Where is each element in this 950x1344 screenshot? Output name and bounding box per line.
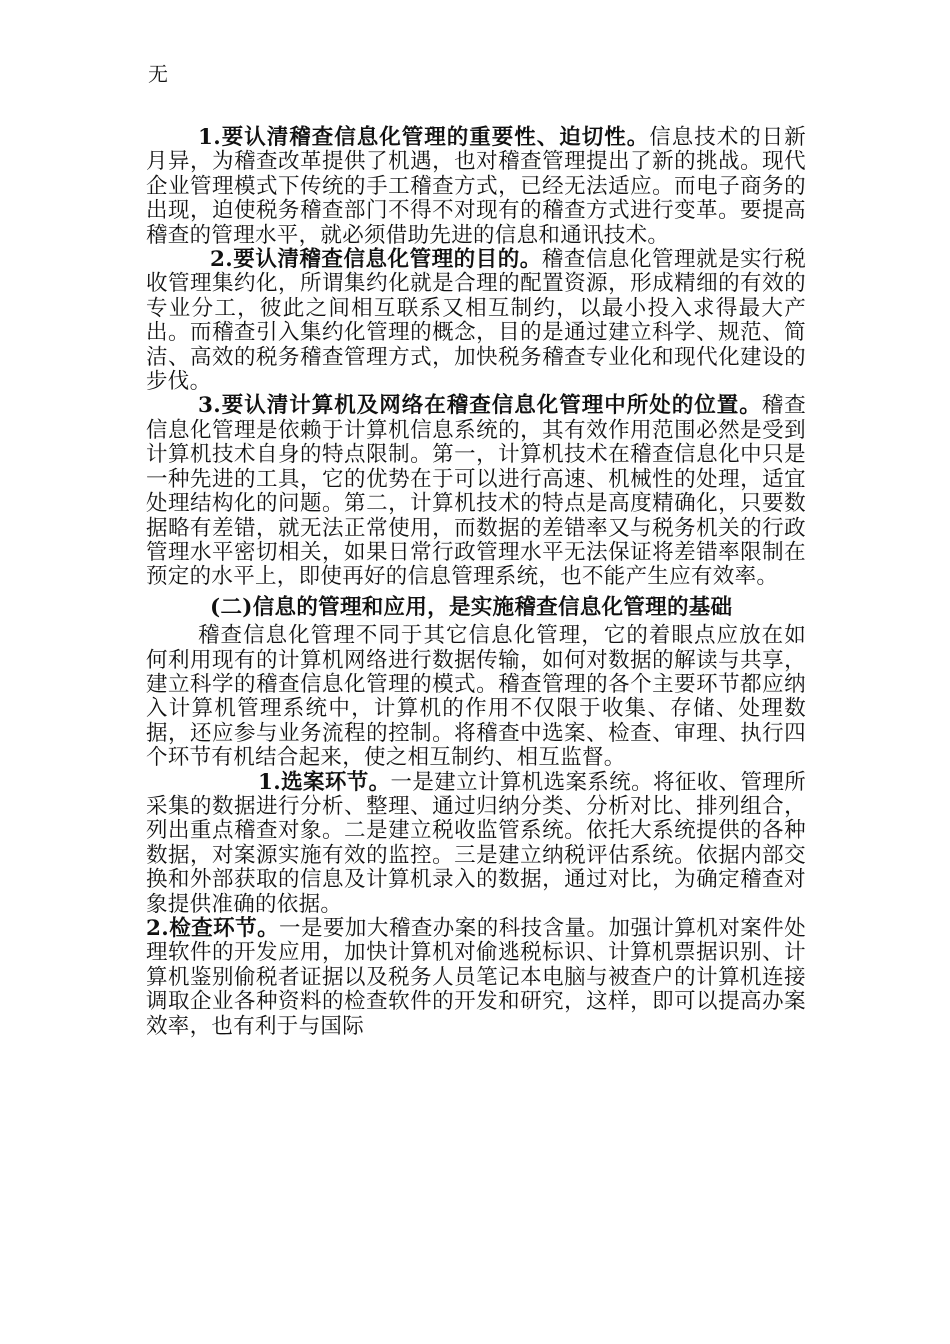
section-item-2-heading: 2.检查环节。 bbox=[146, 916, 280, 941]
section-item-1-text: 一是建立计算机选案系统。将征收、管理所采集的数据进行分析、整理、通过归纳分类、分析对比、排列组合，列出重点稽查对象。二是建立税收监管系统。依托大系统提供的各种数据，对案源实施有效的监控。三是建立纳税评估系统。依据内部交换和外部获取的信息及计算机录入的数据，通过对比，为确定稽查对象提供准确的依据。 bbox=[146, 769, 806, 917]
paragraph-1-text: 信息技术的日新月异，为稽查改革提供了机遇，也对稽查管理提出了新的挑战。现代企业管理模式下传统的手工稽查方式，已经无法适应。而电子商务的出现，迫使税务稽查部门不得不对现有的稽查方式进行变革。要提高稽查的管理水平，就必须借助先进的信息和通讯技术。 bbox=[146, 125, 806, 248]
paragraph-2 bbox=[146, 248, 806, 394]
paragraph-1-heading: 1.要认清稽查信息化管理的重要性、迫切性。 bbox=[198, 125, 650, 150]
section-item-1 bbox=[146, 771, 806, 917]
document-body bbox=[146, 126, 806, 1039]
section-title: (二)信息的管理和应用，是实施稽查信息化管理的基础 bbox=[210, 594, 733, 620]
paragraph-3-heading: 3.要认清计算机及网络在稽查信息化管理中所处的位置。 bbox=[198, 393, 762, 419]
paragraph-3 bbox=[146, 394, 806, 589]
paragraph-2-text: 稽查信息化管理就是实行税收管理集约化，所谓集约化就是合理的配置资源，形成精细的有效的专业分工，彼此之间相互联系又相互制约，以最小投入求得最大产出。而稽查引入集约化管理的概念，目的是通过建立科学、规范、简洁、高效的税务稽查管理方式，加快税务稽查专业化和现代化建设的步伐。 bbox=[146, 247, 806, 395]
paragraph-3-text: 稽查信息化管理是依赖于计算机信息系统的，其有效作用范围必然是受到计算机技术自身的特点限制。第一，计算机技术在稽查信息化中只是一种先进的工具，它的优势在于可以进行高速、机械性的处理，适宜处理结构化的问题。第二，计算机技术的特点是高度精确化，只要数据略有差错，就无法正常使用，而数据的差错率又与税务机关的行政管理水平密切相关，如果日常行政管理水平无法保证将差错率限制在预定的水平上，即使再好的信息管理系统，也不能产生应有效率。 bbox=[146, 393, 807, 590]
paragraph-2-heading: 2.要认清稽查信息化管理的目的。 bbox=[210, 247, 542, 273]
paragraph-1 bbox=[146, 126, 806, 248]
section-intro: 稽查信息化管理不同于其它信息化管理，它的着眼点应放在如何利用现有的计算机网络进行数据传输，如何对数据的解读与共享，建立科学的稽查信息化管理的模式。稽查管理的各个主要环节都应纳入计算机管理系统中，计算机的作用不仅限于收集、存储、处理数据，还应参与业务流程的控制。将稽查中选案、检查、审理、执行四个环节有机结合起来，使之相互制约、相互监督。 bbox=[146, 623, 806, 771]
page-header-mark: 无 bbox=[148, 62, 168, 86]
section-item-2-text: 一是要加大稽查办案的科技含量。加强计算机对案件处理软件的开发应用，加快计算机对偷逃税标识、计算机票据识别、计算机鉴别偷税者证据以及税务人员笔记本电脑与被查户的计算机连接调取企业各种资料的检查软件的开发和研究，这样，即可以提高办案效率，也有利于与国际 bbox=[146, 916, 807, 1039]
section-item-2 bbox=[146, 917, 806, 1039]
section-item-1-heading: 1.选案环节。 bbox=[258, 769, 391, 795]
